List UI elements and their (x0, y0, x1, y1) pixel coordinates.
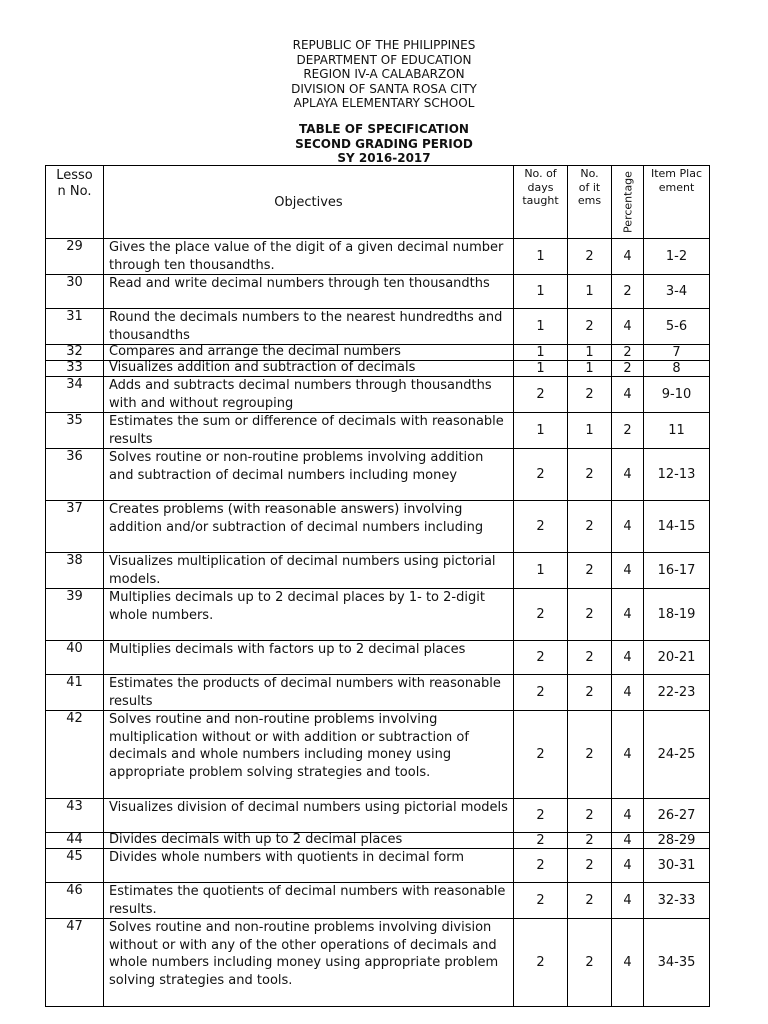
lesson-number: 44 (46, 833, 104, 849)
lesson-number: 29 (46, 239, 104, 275)
item-placement: 14-15 (644, 501, 710, 553)
objective-text: Visualizes division of decimal numbers using pictorial models (104, 799, 514, 833)
table-row (46, 361, 710, 377)
percentage: 2 (612, 413, 644, 449)
lesson-number: 32 (46, 345, 104, 361)
objective-text: Solves routine or non-routine problems involving addition and subtraction of decimal numbers including money (104, 449, 514, 501)
item-count: 2 (568, 553, 612, 589)
header-line-division: DIVISION OF SANTA ROSA CITY (291, 81, 477, 96)
item-placement: 32-33 (644, 883, 710, 919)
percentage: 4 (612, 309, 644, 345)
objective-text: Divides decimals with up to 2 decimal places (104, 833, 514, 849)
lesson-number: 35 (46, 413, 104, 449)
table-row (46, 413, 710, 449)
table-row (46, 883, 710, 919)
item-placement: 28-29 (644, 833, 710, 849)
percentage: 4 (612, 711, 644, 799)
days-taught: 2 (514, 641, 568, 675)
percentage: 4 (612, 799, 644, 833)
item-placement: 16-17 (644, 553, 710, 589)
lesson-number: 30 (46, 275, 104, 309)
days-taught: 1 (514, 345, 568, 361)
table-row (46, 799, 710, 833)
percentage: 4 (612, 377, 644, 413)
table-row (46, 309, 710, 345)
title-table-of-specification: TABLE OF SPECIFICATION (299, 122, 469, 136)
table-row (46, 239, 710, 275)
percentage: 4 (612, 449, 644, 501)
header-line-department: DEPARTMENT OF EDUCATION (296, 52, 472, 67)
days-taught: 2 (514, 883, 568, 919)
percentage: 2 (612, 275, 644, 309)
days-taught: 2 (514, 501, 568, 553)
item-count: 1 (568, 345, 612, 361)
lesson-number: 45 (46, 849, 104, 883)
lesson-number: 39 (46, 589, 104, 641)
item-placement: 12-13 (644, 449, 710, 501)
table-row (46, 275, 710, 309)
header-no-of-items: No. of items (568, 166, 612, 239)
item-placement: 1-2 (644, 239, 710, 275)
table-row (46, 345, 710, 361)
lesson-number: 38 (46, 553, 104, 589)
item-placement: 11 (644, 413, 710, 449)
item-placement: 7 (644, 345, 710, 361)
title-school-year: SY 2016-2017 (337, 151, 431, 166)
header-objectives: Objectives (104, 166, 514, 239)
item-placement: 20-21 (644, 641, 710, 675)
header-line-school: APLAYA ELEMENTARY SCHOOL (293, 96, 475, 111)
percentage: 4 (612, 641, 644, 675)
percentage: 4 (612, 919, 644, 1007)
header-line-republic: REPUBLIC OF THE PHILIPPINES (292, 38, 476, 52)
item-count: 2 (568, 309, 612, 345)
objective-text: Read and write decimal numbers through ten thousandths (104, 275, 514, 309)
item-count: 1 (568, 361, 612, 377)
header-days-taught: No. of days taught (514, 166, 568, 239)
days-taught: 2 (514, 449, 568, 501)
item-count: 2 (568, 449, 612, 501)
table-row (46, 589, 710, 641)
days-taught: 2 (514, 711, 568, 799)
item-count: 2 (568, 589, 612, 641)
table-row (46, 919, 710, 1007)
days-taught: 2 (514, 919, 568, 1007)
days-taught: 2 (514, 799, 568, 833)
percentage: 4 (612, 501, 644, 553)
days-taught: 2 (514, 589, 568, 641)
lesson-number: 47 (46, 919, 104, 1007)
percentage: 4 (612, 675, 644, 711)
table-row (46, 833, 710, 849)
objective-text: Divides whole numbers with quotients in decimal form (104, 849, 514, 883)
objective-text: Visualizes multiplication of decimal numbers using pictorial models. (104, 553, 514, 589)
days-taught: 2 (514, 675, 568, 711)
objective-text: Estimates the products of decimal numbers with reasonable results (104, 675, 514, 711)
item-count: 1 (568, 275, 612, 309)
table-row (46, 711, 710, 799)
objective-text: Creates problems (with reasonable answers) involving addition and/or subtraction of decimal numbers including (104, 501, 514, 553)
days-taught: 1 (514, 413, 568, 449)
objective-text: Adds and subtracts decimal numbers through thousandths with and without regrouping (104, 377, 514, 413)
item-count: 2 (568, 883, 612, 919)
percentage: 2 (612, 345, 644, 361)
days-taught: 1 (514, 309, 568, 345)
objective-text: Visualizes addition and subtraction of decimals (104, 361, 514, 377)
lesson-number: 33 (46, 361, 104, 377)
objective-text: Multiplies decimals up to 2 decimal places by 1- to 2-digit whole numbers. (104, 589, 514, 641)
item-placement: 22-23 (644, 675, 710, 711)
item-placement: 9-10 (644, 377, 710, 413)
item-count: 2 (568, 711, 612, 799)
days-taught: 2 (514, 833, 568, 849)
percentage: 4 (612, 589, 644, 641)
item-count: 2 (568, 239, 612, 275)
table-row (46, 675, 710, 711)
item-placement: 24-25 (644, 711, 710, 799)
header-percentage: Percentage (612, 166, 644, 239)
item-placement: 18-19 (644, 589, 710, 641)
lesson-number: 46 (46, 883, 104, 919)
lesson-number: 36 (46, 449, 104, 501)
item-count: 2 (568, 849, 612, 883)
header-item-placement: Item Placement (644, 166, 710, 239)
table-row (46, 849, 710, 883)
objective-text: Round the decimals numbers to the nearest hundredths and thousandths (104, 309, 514, 345)
item-count: 1 (568, 413, 612, 449)
objective-text: Estimates the quotients of decimal numbers with reasonable results. (104, 883, 514, 919)
item-count: 2 (568, 833, 612, 849)
table-row (46, 553, 710, 589)
days-taught: 1 (514, 361, 568, 377)
item-placement: 34-35 (644, 919, 710, 1007)
objective-text: Solves routine and non-routine problems involving multiplication without or with addition or subtraction of decimals and whole numbers including money using appropriate problem solving strategies and tools. (104, 711, 514, 799)
lesson-number: 37 (46, 501, 104, 553)
item-placement: 5-6 (644, 309, 710, 345)
table-header-row (46, 166, 710, 239)
table-row (46, 501, 710, 553)
lesson-number: 31 (46, 309, 104, 345)
days-taught: 2 (514, 849, 568, 883)
table-row (46, 377, 710, 413)
title-grading-period: SECOND GRADING PERIOD (295, 136, 473, 151)
percentage: 4 (612, 883, 644, 919)
objective-text: Gives the place value of the digit of a given decimal number through ten thousandths. (104, 239, 514, 275)
item-count: 2 (568, 501, 612, 553)
item-placement: 30-31 (644, 849, 710, 883)
lesson-number: 41 (46, 675, 104, 711)
document-header (0, 38, 768, 111)
item-count: 2 (568, 675, 612, 711)
lesson-number: 34 (46, 377, 104, 413)
percentage: 4 (612, 833, 644, 849)
item-placement: 8 (644, 361, 710, 377)
percentage: 4 (612, 553, 644, 589)
percentage: 2 (612, 361, 644, 377)
table-row (46, 449, 710, 501)
item-count: 2 (568, 641, 612, 675)
objective-text: Multiplies decimals with factors up to 2 decimal places (104, 641, 514, 675)
objective-text: Solves routine and non-routine problems involving division without or with any of the other operations of decimals and whole numbers including money using appropriate problem solving strategies and tools. (104, 919, 514, 1007)
item-placement: 3-4 (644, 275, 710, 309)
days-taught: 1 (514, 553, 568, 589)
days-taught: 2 (514, 377, 568, 413)
percentage: 4 (612, 849, 644, 883)
days-taught: 1 (514, 239, 568, 275)
lesson-number: 40 (46, 641, 104, 675)
days-taught: 1 (514, 275, 568, 309)
lesson-number: 42 (46, 711, 104, 799)
objective-text: Estimates the sum or difference of decimals with reasonable results (104, 413, 514, 449)
lesson-number: 43 (46, 799, 104, 833)
item-count: 2 (568, 377, 612, 413)
header-lesson-no: Lesson No. (46, 166, 104, 239)
document-titles (0, 122, 768, 166)
table-row (46, 641, 710, 675)
header-line-region: REGION IV-A CALABARZON (303, 67, 465, 82)
specification-table (45, 165, 710, 1007)
item-count: 2 (568, 919, 612, 1007)
item-placement: 26-27 (644, 799, 710, 833)
item-count: 2 (568, 799, 612, 833)
percentage: 4 (612, 239, 644, 275)
objective-text: Compares and arrange the decimal numbers (104, 345, 514, 361)
